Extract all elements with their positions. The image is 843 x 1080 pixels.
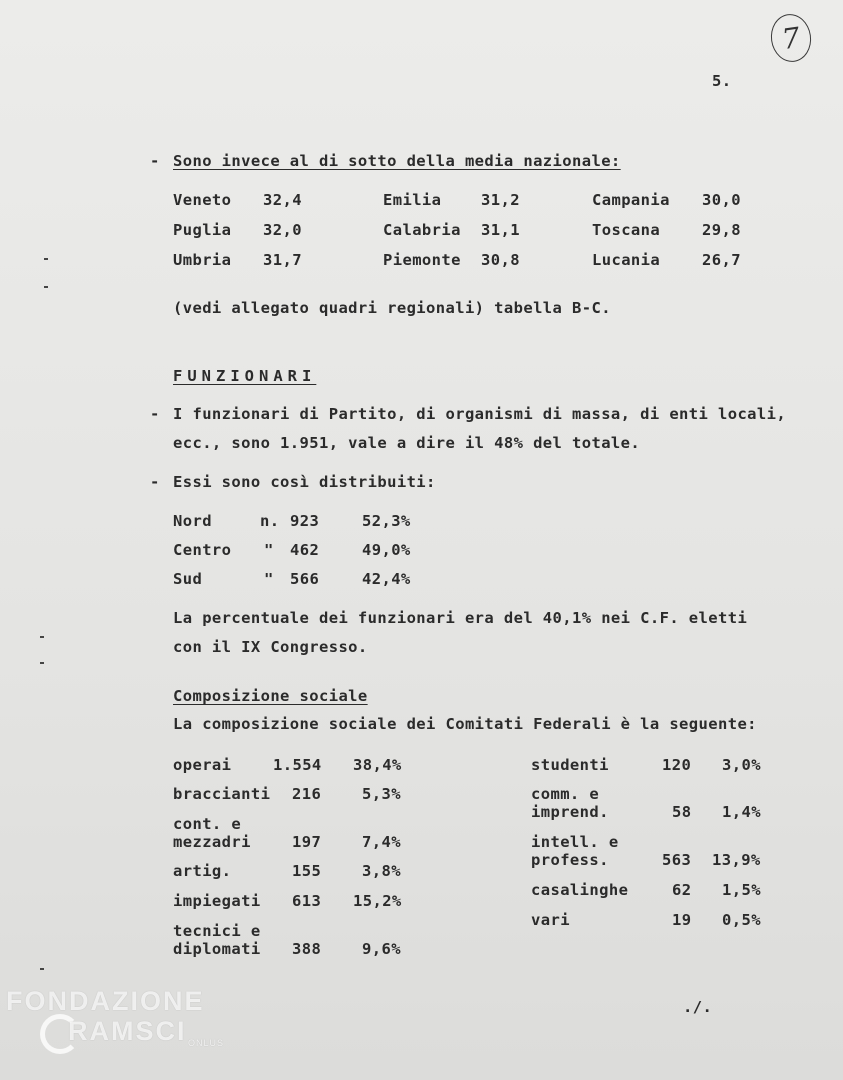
category-label: diplomati [173,940,261,958]
region-value: 26,7 [702,251,741,269]
category-count: 563 [662,851,692,869]
region-name: Calabria [383,221,461,239]
category-percent: 38,4% [353,756,402,774]
margin-mark [40,636,44,638]
category-percent: 3,8% [362,862,401,880]
category-count: 388 [292,940,322,958]
category-count: 1.554 [273,756,322,774]
funzionari-paragraph-line1: I funzionari di Partito, di organismi di massa, di enti locali, [173,405,787,423]
category-label: cont. e [173,815,242,833]
region-value: 31,1 [481,221,520,239]
watermark-line2: RAMSCI [68,1016,187,1046]
category-label: impiegati [173,892,261,910]
category-percent: 5,3% [362,785,401,803]
region-name: Toscana [592,221,661,239]
category-label: artig. [173,862,232,880]
margin-mark [44,286,48,288]
continuation-mark: ./. [683,998,713,1016]
category-label: casalinghe [531,881,629,899]
category-count: 613 [292,892,322,910]
fondazione-gramsci-watermark [6,986,225,1048]
region-name: Campania [592,191,670,209]
ditto-mark: " [264,570,274,588]
category-count: 19 [672,911,692,929]
category-label: tecnici e [173,922,261,940]
region-value: 30,0 [702,191,741,209]
region-value: 31,7 [263,251,302,269]
area-count: 462 [290,541,320,559]
category-label: vari [531,911,570,929]
area-percent: 52,3% [362,512,411,530]
category-percent: 3,0% [722,756,761,774]
page-number: 5. [712,72,732,90]
region-value: 30,8 [481,251,520,269]
category-label: braccianti [173,785,271,803]
below-average-heading: Sono invece al di sotto della media nazionale: [173,152,621,170]
area-name: Centro [173,541,232,559]
category-count: 62 [672,881,692,899]
category-percent: 15,2% [353,892,402,910]
ditto-mark: " [264,541,274,559]
region-value: 29,8 [702,221,741,239]
category-label: comm. e [531,785,600,803]
category-percent: 1,4% [722,803,761,821]
archive-number-mark: 7 [768,11,814,64]
region-value: 32,4 [263,191,302,209]
percentage-line1: La percentuale dei funzionari era del 40,1% nei C.F. eletti [173,609,748,627]
area-name: Sud [173,570,203,588]
category-label: studenti [531,756,609,774]
percentage-line2: con il IX Congresso. [173,638,368,656]
category-label: profess. [531,851,609,869]
category-label: intell. e [531,833,619,851]
composizione-heading: Composizione sociale [173,687,368,705]
bullet-dash: - [150,473,160,491]
area-percent: 49,0% [362,541,411,559]
funzionari-paragraph-line2: ecc., sono 1.951, vale a dire il 48% del totale. [173,434,641,452]
watermark-sub: ONLUS [188,1038,225,1048]
region-name: Piemonte [383,251,461,269]
distribution-intro: Essi sono così distribuiti: [173,473,436,491]
number-mark: n. [260,512,280,530]
margin-mark [44,258,48,260]
region-name: Puglia [173,221,232,239]
bullet-dash: - [150,152,160,170]
bullet-dash: - [150,405,160,423]
category-percent: 0,5% [722,911,761,929]
category-percent: 1,5% [722,881,761,899]
watermark-line1: FONDAZIONE [6,986,205,1016]
region-name: Emilia [383,191,442,209]
region-value: 32,0 [263,221,302,239]
category-count: 216 [292,785,322,803]
category-percent: 9,6% [362,940,401,958]
region-value: 31,2 [481,191,520,209]
regional-note: (vedi allegato quadri regionali) tabella B-C. [173,299,611,317]
category-count: 197 [292,833,322,851]
category-label: mezzadri [173,833,251,851]
category-label: imprend. [531,803,609,821]
area-count: 923 [290,512,320,530]
funzionari-heading: FUNZIONARI [173,367,317,385]
category-count: 155 [292,862,322,880]
area-count: 566 [290,570,320,588]
composizione-intro: La composizione sociale dei Comitati Federali è la seguente: [173,715,757,733]
region-name: Veneto [173,191,232,209]
area-percent: 42,4% [362,570,411,588]
margin-mark [40,968,44,970]
margin-mark [40,662,44,664]
region-name: Umbria [173,251,232,269]
category-percent: 7,4% [362,833,401,851]
category-count: 58 [672,803,692,821]
category-count: 120 [662,756,692,774]
category-percent: 13,9% [712,851,761,869]
area-name: Nord [173,512,212,530]
region-name: Lucania [592,251,661,269]
category-label: operai [173,756,232,774]
